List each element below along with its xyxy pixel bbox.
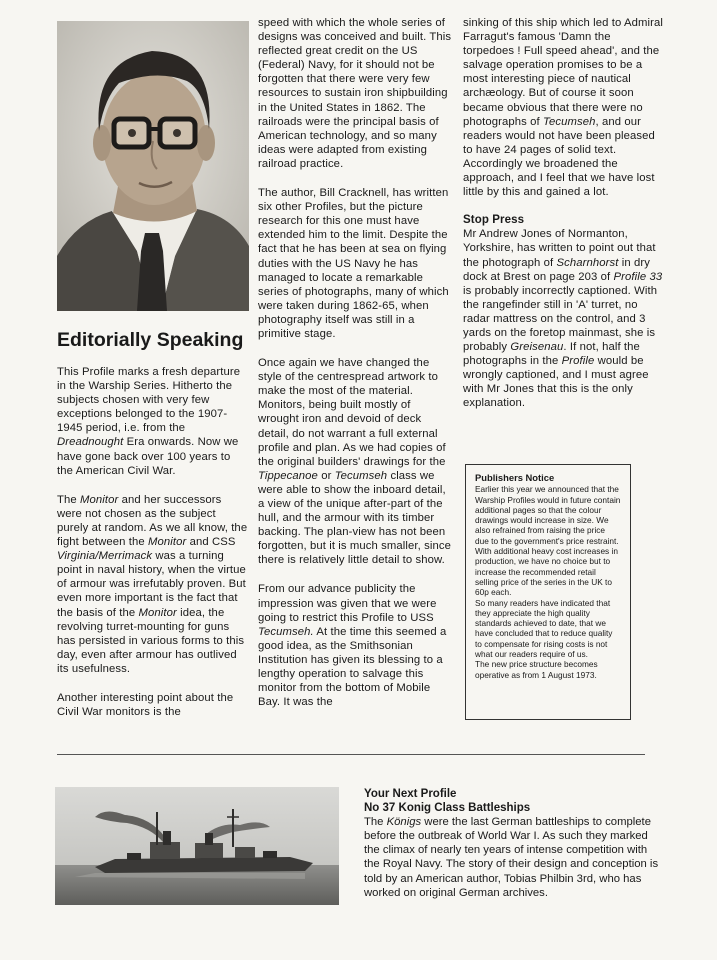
stop-press-paragraph: Mr Andrew Jones of Normanton, Yorkshire, has written to point out that the photograph of Scharnhorst in dry dock at Brest on page 203 of Profile 33 is probably incorrectly captioned. With the rangefinder still in 'A' turret, no radar mattress on the control, and 3 yards on the foretop mainmast, she is probably Greisenau. If not, half the photographs in the Profile would be wrongly captioned, and I must agree with Mr Jones that this is the only explanation. — [463, 228, 663, 410]
publishers-notice-box — [465, 464, 631, 720]
editorial-headline: Editorially Speaking — [57, 329, 244, 351]
paragraph: The Monitor and her successors were not chosen as the subject purely at random. As we all know, the fight between the Monitor and CSS Virginia/Merrimack was a turning point in naval history, when the virtue of armour was irrefutably proven. But even more important is the fact that the basis of the Monitor idea, the revolving turret-mounting for guns has persisted in various forms to this day, even after armour has outlived its usefulness. — [57, 493, 248, 675]
notice-paragraph: With additional heavy cost increases in production, we have no choice but to increase the recommended retail selling price of the series in the UK to 60p each. — [475, 546, 618, 598]
paragraph: This Profile marks a fresh departure in the Warship Series. Hitherto the subjects chosen with very few exceptions belonged to the 1907-1945 period, i.e. from the Dreadnought Era onwards. Now we have gone back over 100 years to the American Civil War. — [57, 366, 241, 477]
paragraph: Once again we have changed the style of the centrespread artwork to make the most of the material. Monitors, being built mostly of wrought iron and devoid of deck detail, do not warrant a full external profile and plan. As we had copies of the original builders' drawings for the Tippecanoe or Tecumseh class we were able to show the inboard detail, a view of the unique after-part of the hull, and the armour with its timber backing. The plan-view has not been forgotten, but it is much smaller, since there is relatively little detail to show. — [258, 357, 451, 567]
editorial-column-3 — [463, 16, 663, 411]
editorial-column-2 — [258, 16, 452, 709]
paragraph: Another interesting point about the Civil War monitors is the — [57, 691, 234, 719]
notice-paragraph: The new price structure becomes operative as from 1 August 1973. — [475, 659, 598, 680]
stop-press-heading: Stop Press — [463, 214, 525, 227]
paragraph: sinking of this ship which led to Admiral Farragut's famous 'Damn the torpedoes ! Full speed ahead', and the salvage operation promises to be a most interesting piece of nautical archæology. But of course it soon became obvious that there were no photographs of Tecumseh, and our readers would not have been pleased to have 24 pages of solid text. Accordingly we broadened the approach, and I feel that we have lost little by this and gained a lot. — [463, 17, 664, 199]
battleship-photo — [55, 787, 339, 905]
portrait-illustration — [57, 21, 249, 311]
paragraph: The author, Bill Cracknell, has written six other Profiles, but the picture research for this one must have extended him to the limit. Despite the fact that he has been at sea on flying duties with the US Navy he has managed to locate a remarkable series of photographs, many of which were taken during 1862-65, when photography itself was still in a primitive stage. — [258, 187, 449, 340]
notice-paragraph: So many readers have indicated that they appreciate the high quality standards achieved to date, that we have concluded that to reduce quality to compensate for rising costs is not what our readers require of us. — [475, 597, 613, 660]
notice-paragraph: Earlier this year we announced that the Warship Profiles would in future contain additional pages so that the colour drawings would increase in size. We also refrained from raising the price due to the government's price restraint. — [475, 484, 621, 546]
notice-title: Publishers Notice — [475, 472, 555, 483]
section-divider — [57, 754, 645, 755]
editorial-column-1 — [57, 365, 249, 719]
paragraph: speed with which the whole series of designs was conceived and built. This reflected great credit on the US (Federal) Navy, for it should not be forgotten that there were very few resources to sustain iron shipbuilding in the United States in 1862. The railroads were the principal basis of American technology, and so many ideas were adapted from existing railroad practice. — [258, 17, 452, 170]
next-profile-text: The Königs were the last German battleships to complete before the outbreak of World War I. As such they marked the climax of nearly ten years of intense competition with the Royal Navy. The story of their design and conception is told by an American author, Tobias Philbin 3rd, who has worked on original German archives. — [364, 816, 659, 899]
next-profile-title: No 37 Konig Class Battleships — [364, 802, 531, 815]
next-profile-section — [364, 787, 660, 900]
battleship-illustration — [55, 787, 339, 905]
paragraph: From our advance publicity the impression was given that we were going to restrict this Profile to USS Tecumseh. At the time this seemed a good idea, as the Smithsonian Institution has given its blessing to a lengthy operation to salvage this monitor from the bottom of Mobile Bay. It was the — [258, 583, 447, 709]
next-profile-heading: Your Next Profile — [364, 788, 457, 800]
editor-portrait-photo — [57, 21, 249, 311]
